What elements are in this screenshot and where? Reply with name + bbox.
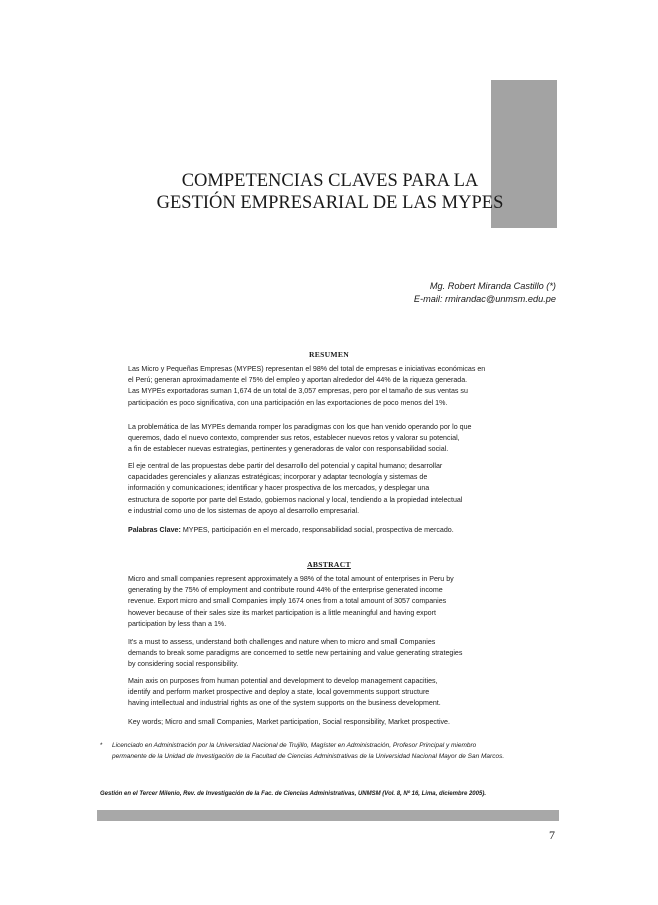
text-line: El eje central de las propuestas debe partir del desarrollo del potencial y capital humano; desarrollar: [128, 462, 443, 470]
text-line: Main axis on purposes from human potential and development to develop management capacities,: [128, 677, 438, 685]
title-line-1: COMPETENCIAS CLAVES PARA LA: [181, 171, 479, 191]
text-line: It's a must to assess, understand both challenges and nature when to micro and small Companies: [128, 638, 436, 646]
text-line: el Perú; generan aproximadamente el 75% del empleo y aportan alrededor del 44% de la riqueza generada.: [128, 376, 468, 385]
abstract-keywords: [128, 717, 530, 728]
text-line: generating by the 75% of employment and contribute round 44% of the enterprise generated income: [128, 586, 443, 595]
text-line: a fin de establecer nuevas estrategias, pertinentes y generadoras de valor con responsabilidad social.: [128, 445, 449, 454]
text-line: by considering social responsibility.: [128, 660, 239, 669]
article-title: [130, 170, 530, 214]
text-line: participation by less than a 1%.: [128, 619, 227, 628]
text-line: estructura de soporte por parte del Estado, gobiernos nacional y local, tendiendo a la propiedad intelectual: [128, 495, 463, 504]
footer-gray-bar: [97, 810, 559, 821]
abstract-paragraph-3: [128, 676, 530, 710]
title-line-2: GESTIÓN EMPRESARIAL DE LAS MYPES: [156, 193, 504, 213]
footnote: [100, 741, 560, 762]
footnote-line-1: Licenciado en Administración por la Universidad Nacional de Trujillo, Magíster en Administración, Profesor Principal y miembro: [112, 742, 477, 749]
abstract-heading: ABSTRACT: [307, 560, 351, 569]
abstract-paragraph-2: [128, 637, 530, 671]
text-line: demands to break some paradigms are concerned to settle new pertaining and value generating strategies: [128, 649, 463, 658]
keywords-text: Micro and small Companies, Market participation, Social responsibility, Market prospective.: [163, 718, 450, 726]
keywords-label: Key words;: [128, 718, 164, 726]
keywords-label: Palabras Clave:: [128, 526, 181, 534]
text-line: however because of their sales size its market participation is a little meaningful and having export: [128, 608, 436, 617]
text-line: having intellectual and industrial rights as one of the system supports on the business development.: [128, 699, 441, 708]
resumen-paragraph-2: [128, 422, 530, 456]
text-line: identify and perform market prospective and deploy a state, local governments support structure: [128, 688, 430, 697]
author-block: [414, 280, 556, 306]
abstract-paragraph-1: [128, 574, 530, 630]
resumen-paragraph-1: [128, 364, 530, 409]
footnote-mark: *: [100, 742, 103, 749]
text-line: e industrial como uno de los sistemas de apoyo al desarrollo empresarial.: [128, 506, 360, 515]
journal-citation: Gestión en el Tercer Milenio, Rev. de Investigación de la Fac. de Ciencias Administrativas, UNMSM (Vol. 8, Nº 16, Lima, diciembre 2005).: [100, 791, 486, 797]
text-line: revenue. Export micro and small Companies imply 1674 ones from a total amount of 3057 companies: [128, 597, 447, 606]
text-line: información y comunicaciones; identificar y hacer prospectiva de los mercados, y desplegar una: [128, 484, 430, 493]
footnote-text: [112, 741, 560, 762]
author-email: E-mail: rmirandac@unmsm.edu.pe: [413, 294, 556, 304]
footnote-line-2: permanente de la Unidad de Investigación de la Facultad de Ciencias Administrativas de la Universidad Nacional Mayor de San Marcos.: [112, 752, 505, 760]
resumen-heading: RESUMEN: [308, 350, 350, 359]
text-line: participación es poco significativa, con una participación en las exportaciones de poco menos del 1%.: [128, 398, 448, 407]
resumen-paragraph-3: [128, 461, 530, 517]
author-name: Mg. Robert Miranda Castillo (*): [429, 281, 556, 291]
text-line: capacidades gerenciales y alianzas estratégicas; incorporar y adaptar tecnología y sistemas de: [128, 473, 428, 482]
resumen-keywords: [128, 525, 530, 536]
keywords-line: [128, 717, 530, 728]
page-number: 7: [549, 828, 555, 842]
keywords-text: MYPES, participación en el mercado, responsabilidad social, prospectiva de mercado.: [180, 526, 454, 534]
keywords-line: [128, 525, 530, 536]
text-line: Las Micro y Pequeñas Empresas (MYPES) representan el 98% del total de empresas e iniciativas económicas en: [128, 365, 486, 373]
text-line: La problemática de las MYPEs demanda romper los paradigmas con los que han venido operando por lo que: [128, 423, 472, 431]
text-line: Micro and small companies represent approximately a 98% of the total amount of enterprises in Peru by: [128, 575, 454, 583]
text-line: queremos, dado el nuevo contexto, comprender sus retos, establecer nuevos retos y valorar su potencial,: [128, 434, 460, 443]
text-line: Las MYPEs exportadoras suman 1,674 de un total de 3,057 empresas, pero por el tamaño de sus ventas su: [128, 387, 468, 396]
